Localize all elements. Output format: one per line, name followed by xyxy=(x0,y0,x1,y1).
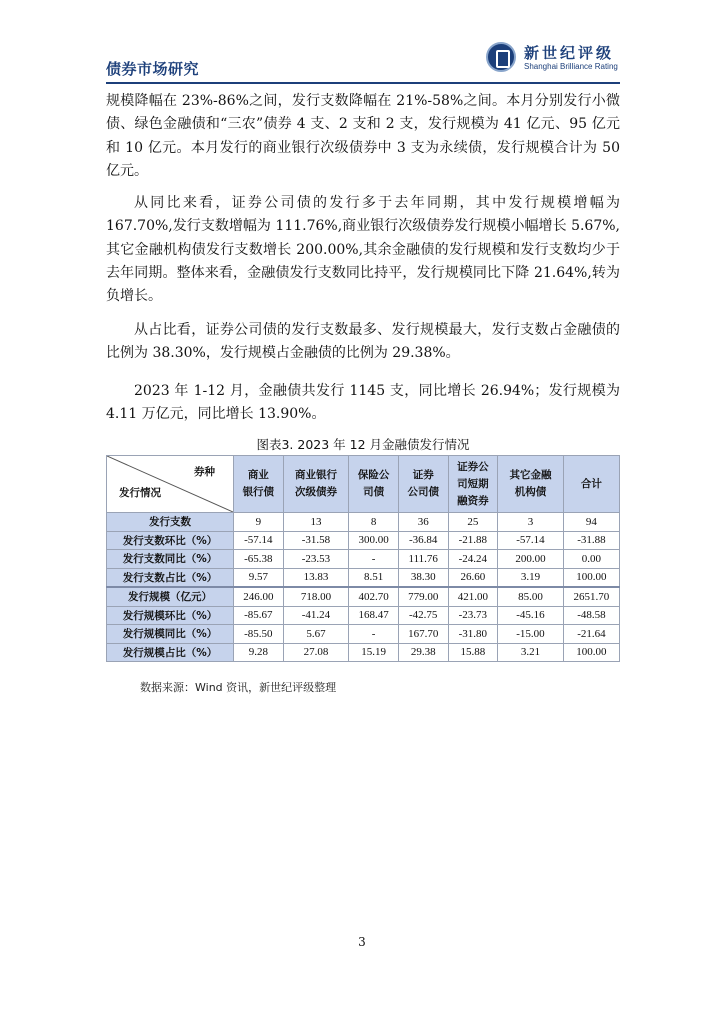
table-cell: 2651.70 xyxy=(563,587,619,606)
table-header-row xyxy=(107,456,620,513)
column-header: 其它金融 机构债 xyxy=(498,456,564,513)
row-label: 发行支数占比（%） xyxy=(107,568,234,587)
table-cell: 200.00 xyxy=(498,550,564,569)
table-row xyxy=(107,587,620,606)
table-cell: -31.80 xyxy=(448,625,498,644)
table-cell: -41.24 xyxy=(283,606,349,625)
row-label: 发行规模（亿元） xyxy=(107,587,234,606)
table-cell: 100.00 xyxy=(563,568,619,587)
table-cell: 402.70 xyxy=(349,587,399,606)
logo-name-cn: 新世纪评级 xyxy=(524,44,615,62)
table-row xyxy=(107,550,620,569)
row-label: 发行规模同比（%） xyxy=(107,625,234,644)
table-cell: 246.00 xyxy=(234,587,284,606)
page-number: 3 xyxy=(358,935,366,949)
table-cell: 13 xyxy=(283,513,349,532)
table-cell: -31.58 xyxy=(283,531,349,550)
table-cell: 94 xyxy=(563,513,619,532)
logo-seal-icon xyxy=(486,42,516,72)
table-cell: 8 xyxy=(349,513,399,532)
table-cell: 27.08 xyxy=(283,643,349,662)
table-caption: 图表3. 2023 年 12 月金融债发行情况 xyxy=(256,437,470,452)
section-title: 债券市场研究 xyxy=(106,60,200,78)
column-header: 商业银行 次级债券 xyxy=(283,456,349,513)
row-label: 发行支数同比（%） xyxy=(107,550,234,569)
data-source-note: 数据来源：Wind 资讯，新世纪评级整理 xyxy=(140,681,337,694)
table-cell: 25 xyxy=(448,513,498,532)
table-row xyxy=(107,531,620,550)
corner-label-bond-type: 券种 xyxy=(194,466,215,478)
row-label: 发行规模占比（%） xyxy=(107,643,234,662)
column-header: 商业 银行债 xyxy=(234,456,284,513)
table-row xyxy=(107,643,620,662)
table-cell: -45.16 xyxy=(498,606,564,625)
table-cell: -48.58 xyxy=(563,606,619,625)
table-cell: -15.00 xyxy=(498,625,564,644)
column-header: 证券公 司短期 融资券 xyxy=(448,456,498,513)
logo-name-en: Shanghai Brilliance Rating xyxy=(524,62,618,71)
table-cell: - xyxy=(349,550,399,569)
table-cell: 718.00 xyxy=(283,587,349,606)
table-corner-cell xyxy=(107,456,234,513)
table-cell: -21.64 xyxy=(563,625,619,644)
table-row xyxy=(107,625,620,644)
table-cell: 9.28 xyxy=(234,643,284,662)
table-cell: 0.00 xyxy=(563,550,619,569)
table-cell: 100.00 xyxy=(563,643,619,662)
table-cell: -23.53 xyxy=(283,550,349,569)
brand-logo xyxy=(486,42,626,78)
table-cell: 300.00 xyxy=(349,531,399,550)
table-cell: -65.38 xyxy=(234,550,284,569)
table-cell: 3 xyxy=(498,513,564,532)
table-cell: -36.84 xyxy=(398,531,448,550)
table-cell: 9.57 xyxy=(234,568,284,587)
table-cell: 421.00 xyxy=(448,587,498,606)
row-label: 发行支数 xyxy=(107,513,234,532)
table-cell: -31.88 xyxy=(563,531,619,550)
table-cell: 29.38 xyxy=(398,643,448,662)
table-cell: 26.60 xyxy=(448,568,498,587)
table-cell: -85.50 xyxy=(234,625,284,644)
table-cell: 167.70 xyxy=(398,625,448,644)
table-cell: 3.21 xyxy=(498,643,564,662)
table-cell: 38.30 xyxy=(398,568,448,587)
table-cell: -21.88 xyxy=(448,531,498,550)
table-cell: 5.67 xyxy=(283,625,349,644)
paragraph-4: 2023 年 1-12 月，金融债共发行 1145 支，同比增长 26.94%；发行规模为 4.11 万亿元，同比增长 13.90%。 xyxy=(106,383,620,423)
table-cell: 8.51 xyxy=(349,568,399,587)
row-label: 发行规模环比（%） xyxy=(107,606,234,625)
paragraph-2: 从同比来看，证券公司债的发行多于去年同期，其中发行规模增幅为 167.70%,发行支数增幅为 111.76%,商业银行次级债券发行规模小幅增长 5.67%,其它金融机构债发行支数增长 200.00%,其余金融债的发行规模和发行支数均少于去年同期。整体来看，金融债发行支数同比持平，发行规模同比下降 21.64%,转为负增长。 xyxy=(106,195,620,305)
table-cell: -57.14 xyxy=(234,531,284,550)
paragraph-1: 规模降幅在 23%-86%之间，发行支数降幅在 21%-58%之间。本月分别发行小微债、绿色金融债和“三农”债券 4 支、2 支和 2 支，发行规模为 41 亿元、95 亿元和 10 亿元。本月发行的商业银行次级债券中 3 支为永续债，发行规模合计为 50 亿元。 xyxy=(106,93,620,179)
table-cell: -57.14 xyxy=(498,531,564,550)
header-divider xyxy=(106,82,620,84)
table-cell: 9 xyxy=(234,513,284,532)
column-header: 保险公 司债 xyxy=(349,456,399,513)
table-cell: 15.88 xyxy=(448,643,498,662)
table-cell: 111.76 xyxy=(398,550,448,569)
table-cell: - xyxy=(349,625,399,644)
table-cell: 168.47 xyxy=(349,606,399,625)
row-label: 发行支数环比（%） xyxy=(107,531,234,550)
corner-label-issuance: 发行情况 xyxy=(119,487,161,499)
column-header: 证券 公司债 xyxy=(398,456,448,513)
table-cell: 15.19 xyxy=(349,643,399,662)
table-cell: 13.83 xyxy=(283,568,349,587)
table-cell: 3.19 xyxy=(498,568,564,587)
financial-bond-table xyxy=(106,455,620,662)
paragraph-3: 从占比看，证券公司债的发行支数最多、发行规模最大，发行支数占金融债的比例为 38.30%，发行规模占金融债的比例为 29.38%。 xyxy=(106,322,620,362)
table-cell: 779.00 xyxy=(398,587,448,606)
table-cell: -23.73 xyxy=(448,606,498,625)
table-row xyxy=(107,568,620,587)
table-cell: -24.24 xyxy=(448,550,498,569)
table-cell: -85.67 xyxy=(234,606,284,625)
table-row xyxy=(107,513,620,532)
table-cell: 85.00 xyxy=(498,587,564,606)
table-cell: 36 xyxy=(398,513,448,532)
column-header: 合计 xyxy=(563,456,619,513)
table-row xyxy=(107,606,620,625)
table-cell: -42.75 xyxy=(398,606,448,625)
